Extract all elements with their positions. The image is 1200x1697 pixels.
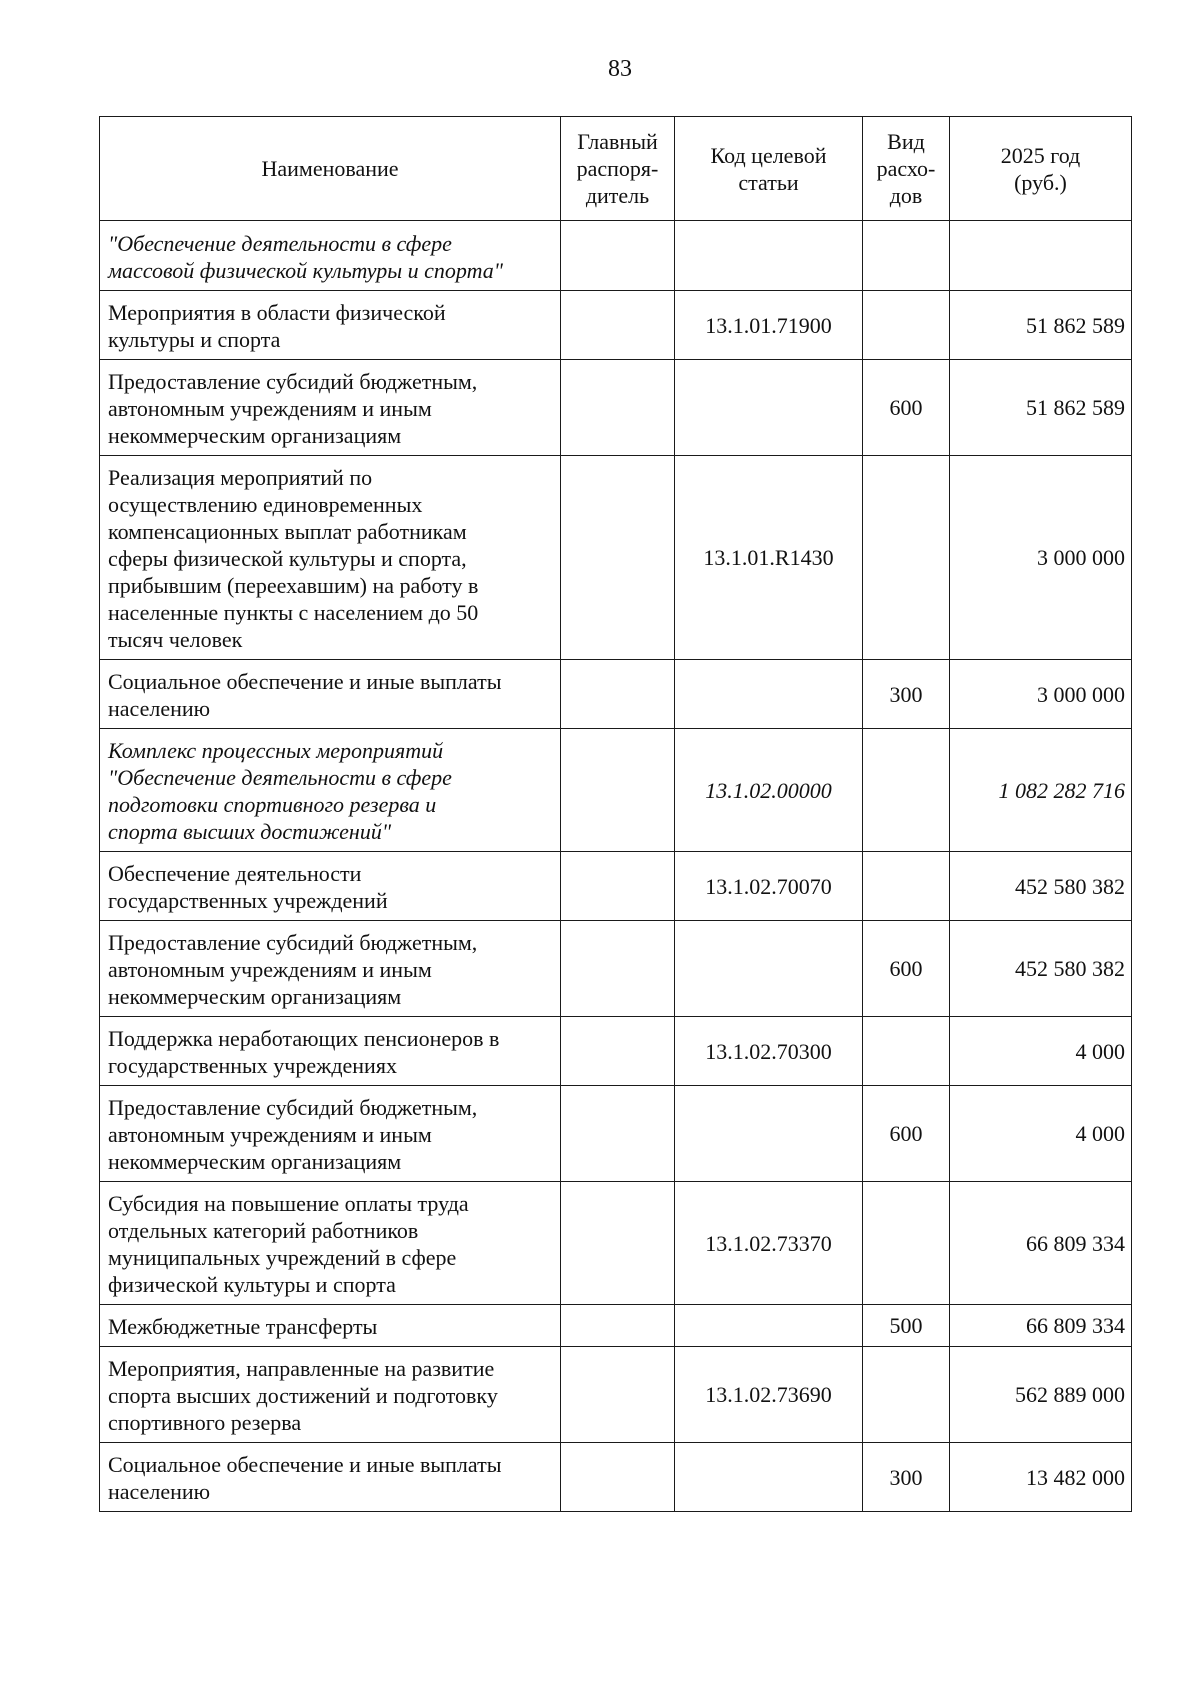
cell-name-line: Межбюджетные трансферты bbox=[108, 1314, 378, 1339]
cell-name-line: Предоставление субсидий бюджетным, bbox=[108, 930, 478, 955]
cell-code: 13.1.02.73370 bbox=[675, 1182, 863, 1305]
cell-name-line: государственных учреждений bbox=[108, 888, 388, 913]
cell-name-line: государственных учреждениях bbox=[108, 1053, 397, 1078]
cell-code: 13.1.02.70300 bbox=[675, 1017, 863, 1086]
cell-name bbox=[100, 1305, 561, 1347]
cell-name-line: Предоставление субсидий бюджетным, bbox=[108, 1095, 478, 1120]
cell-kind bbox=[863, 1182, 950, 1305]
cell-code: 13.1.02.70070 bbox=[675, 852, 863, 921]
cell-kind: 600 bbox=[863, 1086, 950, 1182]
cell-amount: 1 082 282 716 bbox=[950, 729, 1132, 852]
cell-chief bbox=[561, 921, 675, 1017]
column-header-code-line: Код целевой bbox=[710, 142, 827, 168]
cell-name-line: населению bbox=[108, 1479, 211, 1504]
cell-name-line: Реализация мероприятий по bbox=[108, 465, 373, 490]
cell-code: 13.1.01.R1430 bbox=[675, 456, 863, 660]
table-row bbox=[100, 291, 1132, 360]
cell-code bbox=[675, 660, 863, 729]
table-row bbox=[100, 1086, 1132, 1182]
cell-name-line: сферы физической культуры и спорта, bbox=[108, 546, 467, 571]
cell-chief bbox=[561, 360, 675, 456]
table-row bbox=[100, 1443, 1132, 1512]
cell-name-line: Обеспечение деятельности bbox=[108, 861, 362, 886]
cell-name-line: автономным учреждениям и иным bbox=[108, 957, 432, 982]
column-header-amount bbox=[950, 117, 1132, 221]
cell-name bbox=[100, 921, 561, 1017]
cell-name-line: населению bbox=[108, 696, 211, 721]
cell-name bbox=[100, 1347, 561, 1443]
cell-chief bbox=[561, 291, 675, 360]
cell-name-line: осуществлению единовременных bbox=[108, 492, 423, 517]
column-header-kind-line: Вид bbox=[887, 129, 925, 154]
cell-name-line: отдельных категорий работников bbox=[108, 1218, 419, 1243]
cell-code bbox=[675, 221, 863, 291]
cell-name-line: автономным учреждениям и иным bbox=[108, 1122, 432, 1147]
cell-name-line: прибывшим (переехавшим) на работу в bbox=[108, 573, 479, 598]
cell-code: 13.1.01.71900 bbox=[675, 291, 863, 360]
cell-kind bbox=[863, 729, 950, 852]
cell-name-line: Субсидия на повышение оплаты труда bbox=[108, 1191, 469, 1216]
cell-name-line: компенсационных выплат работникам bbox=[108, 519, 467, 544]
cell-amount: 4 000 bbox=[950, 1017, 1132, 1086]
cell-name bbox=[100, 1182, 561, 1305]
page-number: 83 bbox=[608, 56, 632, 82]
cell-name bbox=[100, 291, 561, 360]
cell-name-line: Мероприятия в области физической bbox=[108, 300, 446, 325]
table-row bbox=[100, 1182, 1132, 1305]
column-header-amount-line: 2025 год bbox=[1000, 142, 1081, 168]
cell-chief bbox=[561, 1347, 675, 1443]
cell-code bbox=[675, 1305, 863, 1347]
cell-name bbox=[100, 1017, 561, 1086]
cell-name-line: Комплекс процессных мероприятий bbox=[108, 738, 444, 763]
cell-name-line: Социальное обеспечение и иные выплаты bbox=[108, 669, 502, 694]
cell-amount: 13 482 000 bbox=[950, 1443, 1132, 1512]
cell-amount: 51 862 589 bbox=[950, 360, 1132, 456]
cell-name-line: подготовки спортивного резерва и bbox=[108, 792, 437, 817]
cell-amount: 3 000 000 bbox=[950, 660, 1132, 729]
column-header-code-line: статьи bbox=[738, 169, 799, 195]
cell-name-line: тысяч человек bbox=[108, 627, 243, 652]
column-header-chief-line: Главный bbox=[577, 129, 658, 154]
cell-kind: 500 bbox=[863, 1305, 950, 1347]
cell-chief bbox=[561, 1443, 675, 1512]
cell-name-line: "Обеспечение деятельности в сфере bbox=[108, 230, 452, 256]
cell-chief bbox=[561, 1017, 675, 1086]
cell-name-line: спортивного резерва bbox=[108, 1410, 302, 1435]
cell-name-line: некоммерческим организациям bbox=[108, 984, 402, 1009]
cell-kind bbox=[863, 1017, 950, 1086]
cell-code bbox=[675, 1443, 863, 1512]
cell-amount: 452 580 382 bbox=[950, 852, 1132, 921]
cell-code bbox=[675, 360, 863, 456]
cell-code bbox=[675, 921, 863, 1017]
cell-name-line: некоммерческим организациям bbox=[108, 1149, 402, 1174]
cell-name bbox=[100, 852, 561, 921]
cell-amount: 3 000 000 bbox=[950, 456, 1132, 660]
cell-name bbox=[100, 456, 561, 660]
column-header-amount-line: (руб.) bbox=[1014, 169, 1067, 195]
cell-chief bbox=[561, 456, 675, 660]
cell-kind: 300 bbox=[863, 1443, 950, 1512]
table-header-row bbox=[100, 117, 1132, 221]
cell-name-line: Социальное обеспечение и иные выплаты bbox=[108, 1452, 502, 1477]
cell-kind bbox=[863, 456, 950, 660]
cell-amount: 562 889 000 bbox=[950, 1347, 1132, 1443]
table-row bbox=[100, 852, 1132, 921]
cell-name bbox=[100, 221, 561, 291]
cell-name bbox=[100, 729, 561, 852]
cell-name bbox=[100, 660, 561, 729]
column-header-chief bbox=[561, 117, 675, 221]
cell-amount: 66 809 334 bbox=[950, 1305, 1132, 1347]
cell-amount: 452 580 382 bbox=[950, 921, 1132, 1017]
cell-name-line: автономным учреждениям и иным bbox=[108, 396, 432, 421]
table-body bbox=[100, 221, 1132, 1512]
cell-name-line: спорта высших достижений и подготовку bbox=[108, 1383, 498, 1408]
column-header-code bbox=[675, 117, 863, 221]
cell-name-line: Мероприятия, направленные на развитие bbox=[108, 1356, 495, 1381]
column-header-kind-line: дов bbox=[889, 183, 923, 208]
column-header-kind-line: расхо- bbox=[876, 156, 936, 181]
table-row bbox=[100, 1017, 1132, 1086]
table-row bbox=[100, 921, 1132, 1017]
cell-name-line: Предоставление субсидий бюджетным, bbox=[108, 369, 478, 394]
table-row bbox=[100, 221, 1132, 291]
column-header-chief-line: дитель bbox=[585, 183, 650, 208]
cell-name-line: физической культуры и спорта bbox=[108, 1272, 396, 1297]
cell-chief bbox=[561, 1086, 675, 1182]
column-header-name-text: Наименование bbox=[261, 156, 399, 181]
table-row bbox=[100, 1347, 1132, 1443]
cell-name-line: муниципальных учреждений в сфере bbox=[108, 1245, 457, 1270]
cell-amount bbox=[950, 221, 1132, 291]
cell-name-line: массовой физической культуры и спорта" bbox=[108, 257, 504, 283]
table-row bbox=[100, 729, 1132, 852]
cell-amount: 4 000 bbox=[950, 1086, 1132, 1182]
cell-name-line: культуры и спорта bbox=[108, 327, 281, 352]
cell-kind bbox=[863, 291, 950, 360]
cell-amount: 51 862 589 bbox=[950, 291, 1132, 360]
column-header-kind bbox=[863, 117, 950, 221]
budget-table bbox=[99, 116, 1132, 1512]
cell-name bbox=[100, 1443, 561, 1512]
cell-kind: 600 bbox=[863, 921, 950, 1017]
table-row bbox=[100, 360, 1132, 456]
cell-chief bbox=[561, 852, 675, 921]
cell-kind bbox=[863, 852, 950, 921]
cell-kind bbox=[863, 221, 950, 291]
cell-code: 13.1.02.73690 bbox=[675, 1347, 863, 1443]
cell-name bbox=[100, 360, 561, 456]
cell-name-line: населенные пункты с населением до 50 bbox=[108, 600, 479, 625]
cell-code bbox=[675, 1086, 863, 1182]
cell-kind: 600 bbox=[863, 360, 950, 456]
cell-chief bbox=[561, 221, 675, 291]
table-row bbox=[100, 660, 1132, 729]
cell-chief bbox=[561, 660, 675, 729]
table-row bbox=[100, 1305, 1132, 1347]
cell-name-line: некоммерческим организациям bbox=[108, 423, 402, 448]
cell-amount: 66 809 334 bbox=[950, 1182, 1132, 1305]
cell-chief bbox=[561, 1305, 675, 1347]
column-header-chief-line: распоря- bbox=[576, 156, 659, 181]
cell-name-line: "Обеспечение деятельности в сфере bbox=[108, 765, 452, 790]
column-header-name bbox=[100, 117, 561, 221]
cell-kind: 300 bbox=[863, 660, 950, 729]
cell-name-line: спорта высших достижений" bbox=[108, 819, 392, 844]
cell-chief bbox=[561, 729, 675, 852]
cell-name-line: Поддержка неработающих пенсионеров в bbox=[108, 1026, 500, 1051]
cell-code: 13.1.02.00000 bbox=[675, 729, 863, 852]
cell-kind bbox=[863, 1347, 950, 1443]
cell-chief bbox=[561, 1182, 675, 1305]
cell-name bbox=[100, 1086, 561, 1182]
table-row bbox=[100, 456, 1132, 660]
